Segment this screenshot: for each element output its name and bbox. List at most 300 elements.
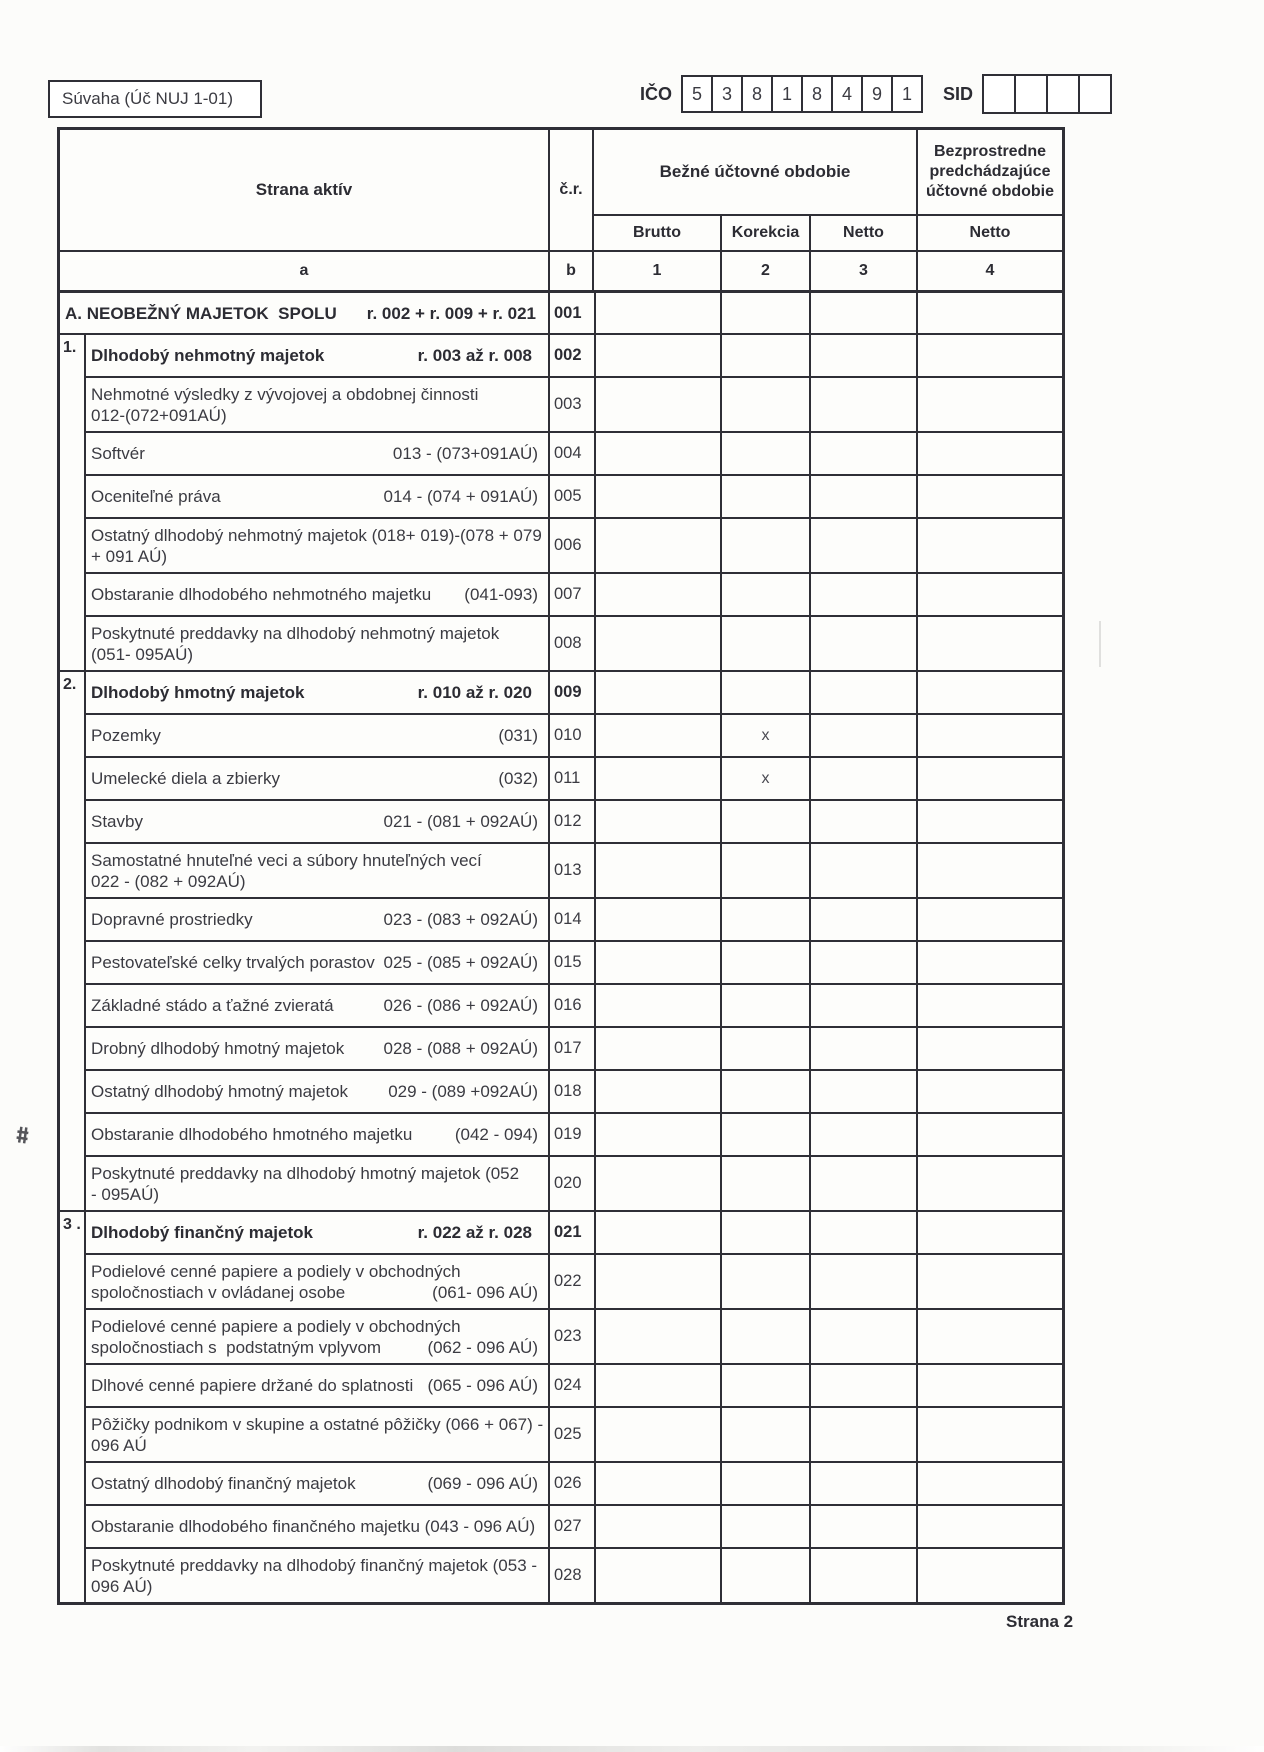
row-label-text: Umelecké diela a zbierky: [91, 769, 280, 788]
sid-cell: [1046, 74, 1080, 114]
row-label-line: [91, 1261, 548, 1282]
row-label-line: [91, 909, 548, 930]
cell-brutto: [594, 899, 720, 940]
cell-korekcia: [720, 672, 809, 713]
ico-label: IČO: [640, 83, 673, 104]
row-label-text: Nehmotné výsledky z vývojovej a obdobnej činnosti: [91, 384, 479, 404]
row-label-line: [91, 1435, 548, 1456]
cell-netto-previous: [916, 1365, 1062, 1406]
table-row-020: [86, 1155, 1062, 1210]
cell-korekcia: [720, 942, 809, 983]
cell-korekcia: [720, 1255, 809, 1308]
row-account-formula: r. 002 + r. 009 + r. 021: [366, 303, 536, 323]
group-block-3: [60, 1210, 1062, 1602]
row-account-formula: 021 - (081 + 092AÚ): [383, 812, 538, 831]
row-number-cell: 009: [548, 672, 594, 713]
cell-netto: [809, 899, 916, 940]
row-label: [86, 433, 548, 474]
sid-cell: [1014, 74, 1048, 114]
group-prefix: 1.: [60, 335, 86, 670]
index-2: 2: [720, 250, 809, 290]
row-label-text: Podielové cenné papiere a podiely v obchodných: [91, 1316, 461, 1336]
cell-netto: [809, 1212, 916, 1253]
row-number-cell: 011: [548, 758, 594, 799]
row-account-formula: (062 - 096 AÚ): [427, 1337, 538, 1357]
form-title-box: [48, 80, 262, 118]
cell-korekcia: [720, 617, 809, 670]
row-number-cell: 002: [548, 335, 594, 376]
row-label: [86, 1255, 548, 1308]
cell-netto: [809, 1549, 916, 1602]
table-row-024: [86, 1363, 1062, 1406]
row-label-text: Ostatný dlhodobý finančný majetok: [91, 1474, 356, 1493]
cell-korekcia: [720, 1463, 809, 1504]
row-number-cell: 020: [548, 1157, 594, 1210]
row-label-line: [91, 725, 548, 746]
table-row-009: [86, 672, 1062, 713]
row-label-text: Dlhodobý finančný majetok: [91, 1223, 313, 1242]
cell-brutto: [594, 1028, 720, 1069]
cell-brutto: [594, 519, 720, 572]
group-rows: [86, 1212, 1062, 1602]
cell-netto-previous: [916, 758, 1062, 799]
cell-netto: [809, 758, 916, 799]
cell-netto: [809, 1365, 916, 1406]
row-label: [86, 801, 548, 842]
row-label: [86, 476, 548, 517]
row-account-formula: (065 - 096 AÚ): [427, 1376, 538, 1395]
cell-korekcia: [720, 1310, 809, 1363]
cell-korekcia: [720, 574, 809, 615]
cell-netto: [809, 1071, 916, 1112]
cell-korekcia: [720, 433, 809, 474]
sid-boxes: [982, 74, 1112, 114]
row-label-text: Dlhodobý hmotný majetok: [91, 683, 305, 702]
row-number-cell: 018: [548, 1071, 594, 1112]
row-account-formula: r. 003 až r. 008: [417, 346, 532, 365]
row-account-formula: r. 022 až r. 028: [417, 1223, 532, 1242]
row-label-text: Dlhové cenné papiere držané do splatnosti: [91, 1376, 414, 1395]
row-number-cell: 006: [548, 519, 594, 572]
cell-netto-previous: [916, 519, 1062, 572]
row-number-cell: 024: [548, 1365, 594, 1406]
row-label-line: [91, 644, 548, 665]
table-header: [60, 130, 1062, 290]
cell-netto-previous: [916, 1310, 1062, 1363]
cell-netto: [809, 1506, 916, 1547]
row-label-text: 022 - (082 + 092AÚ): [91, 871, 246, 891]
scan-bottom-edge: [0, 1746, 1264, 1752]
ico-digit-cell: 8: [741, 75, 773, 113]
header-netto: Netto: [809, 214, 916, 250]
row-label-text: - 095AÚ): [91, 1184, 160, 1204]
row-number-cell: 003: [548, 378, 594, 431]
row-label-text: Drobný dlhodobý hmotný majetok: [91, 1039, 345, 1058]
row-label-text: + 091 AÚ): [91, 546, 168, 566]
row-label-text: Dlhodobý nehmotný majetok: [91, 346, 325, 365]
row-label-text: spoločnostiach v ovládanej osobe: [91, 1282, 346, 1302]
row-account-formula: (042 - 094): [454, 1125, 538, 1144]
group-rows: [86, 335, 1062, 670]
row-label-line: [91, 850, 548, 871]
cell-netto: [809, 519, 916, 572]
row-number-cell: 014: [548, 899, 594, 940]
row-number-cell: 022: [548, 1255, 594, 1308]
table-row-019: [86, 1112, 1062, 1155]
index-a: a: [60, 250, 548, 290]
header-current-period: Bežné účtovné obdobie: [659, 162, 851, 181]
row-label-line: [91, 1473, 548, 1494]
cell-netto-previous: [916, 1463, 1062, 1504]
cell-netto: [809, 801, 916, 842]
row-label-text: Samostatné hnuteľné veci a súbory hnuteľných vecí: [91, 850, 482, 870]
row-label-line: [91, 1516, 548, 1537]
header-previous-period: Bezprostredne predchádzajúce účtovné obdobie: [916, 130, 1062, 214]
row-label-text: Obstaranie dlhodobého nehmotného majetku: [91, 585, 432, 604]
table-row-004: [86, 431, 1062, 474]
row-account-formula: 028 - (088 + 092AÚ): [383, 1039, 538, 1058]
row-label-line: [91, 1375, 548, 1396]
row-label: [86, 1408, 548, 1461]
row-number-cell: 008: [548, 617, 594, 670]
row-label: [86, 1506, 548, 1547]
row-label-line: [91, 995, 548, 1016]
row-label-line: [91, 871, 548, 892]
cell-korekcia: [720, 844, 809, 897]
cell-netto-previous: [916, 1408, 1062, 1461]
row-account-formula: 013 - (073+091AÚ): [392, 444, 538, 463]
cell-brutto: [594, 758, 720, 799]
index-4: 4: [916, 250, 1062, 290]
cell-brutto: [594, 1549, 720, 1602]
row-number-cell: 004: [548, 433, 594, 474]
group-block-1: [60, 333, 1062, 670]
ico-digit-cell: 5: [681, 75, 713, 113]
row-label: [60, 293, 548, 333]
cell-netto: [809, 476, 916, 517]
cell-korekcia: [720, 1365, 809, 1406]
row-account-formula: 025 - (085 + 092AÚ): [383, 953, 538, 972]
ico-digit-cell: 9: [861, 75, 893, 113]
row-label: [86, 378, 548, 431]
cell-netto: [809, 715, 916, 756]
cell-brutto: [594, 617, 720, 670]
cell-netto-previous: [916, 985, 1062, 1026]
cell-netto-previous: [916, 1506, 1062, 1547]
cell-brutto: [594, 672, 720, 713]
row-label-line: [91, 546, 548, 567]
cell-korekcia: [720, 985, 809, 1026]
row-label-text: A. NEOBEŽNÝ MAJETOK SPOLU: [65, 303, 337, 323]
cell-netto: [809, 293, 916, 333]
cell-brutto: [594, 433, 720, 474]
row-account-formula: (032): [498, 769, 538, 788]
row-label-line: [91, 1414, 548, 1435]
cell-brutto: [594, 1506, 720, 1547]
cell-netto: [809, 1114, 916, 1155]
row-label-line: [65, 303, 548, 324]
cell-netto-previous: [916, 1157, 1062, 1210]
table-row-003: [86, 376, 1062, 431]
cell-netto-previous: [916, 293, 1062, 333]
row-label-line: [91, 768, 548, 789]
cell-korekcia: [720, 1549, 809, 1602]
table-row-023: [86, 1308, 1062, 1363]
cell-brutto: [594, 985, 720, 1026]
cell-netto: [809, 844, 916, 897]
cell-netto: [809, 335, 916, 376]
row-label: [86, 844, 548, 897]
sid-cell: [1078, 74, 1112, 114]
row-label-line: [91, 682, 548, 703]
row-label-text: Ostatný dlhodobý hmotný majetok: [91, 1082, 349, 1101]
row-number-cell: 017: [548, 1028, 594, 1069]
table-row-026: [86, 1461, 1062, 1504]
table-row-001: [60, 293, 1062, 333]
cell-netto: [809, 1255, 916, 1308]
cell-netto-previous: [916, 1028, 1062, 1069]
row-account-formula: (069 - 096 AÚ): [427, 1474, 538, 1493]
row-label-line: [91, 525, 548, 546]
table-row-013: [86, 842, 1062, 897]
cell-netto-previous: [916, 1212, 1062, 1253]
row-label-text: Základné stádo a ťažné zvieratá: [91, 996, 334, 1015]
cell-brutto: [594, 1255, 720, 1308]
ico-digit-cell: 1: [771, 75, 803, 113]
row-number-cell: 025: [548, 1408, 594, 1461]
row-label: [86, 574, 548, 615]
table-row-027: [86, 1504, 1062, 1547]
header-netto-previous: Netto: [916, 214, 1062, 250]
row-account-formula: r. 010 až r. 020: [417, 683, 532, 702]
row-label-text: Obstaranie dlhodobého finančného majetku (043 - 096 AÚ): [91, 1517, 536, 1536]
cell-brutto: [594, 715, 720, 756]
sid-label: SID: [943, 83, 974, 104]
table-row-011: [86, 756, 1062, 799]
cell-korekcia: [720, 519, 809, 572]
cell-korekcia: [720, 1071, 809, 1112]
index-3: 3: [809, 250, 916, 290]
row-label: [86, 1212, 548, 1253]
table-row-010: [86, 713, 1062, 756]
cell-korekcia: [720, 899, 809, 940]
row-label: [86, 1114, 548, 1155]
row-label: [86, 715, 548, 756]
index-b: b: [548, 250, 594, 290]
cell-brutto: [594, 942, 720, 983]
ico-sid-row: [640, 74, 1112, 114]
table-row-025: [86, 1406, 1062, 1461]
table-row-022: [86, 1253, 1062, 1308]
table-row-021: [86, 1212, 1062, 1253]
group-block-2: [60, 670, 1062, 1210]
cell-brutto: [594, 293, 720, 333]
table-row-018: [86, 1069, 1062, 1112]
cell-netto-previous: [916, 1549, 1062, 1602]
cell-netto-previous: [916, 844, 1062, 897]
row-label-line: [91, 405, 548, 426]
scan-streak: [1099, 621, 1101, 667]
row-label-text: Poskytnuté preddavky na dlhodobý finančný majetok (053 -: [91, 1555, 538, 1575]
cell-netto-previous: [916, 378, 1062, 431]
row-label-line: [91, 1163, 548, 1184]
cell-korekcia: [720, 801, 809, 842]
row-label-line: [91, 345, 548, 366]
cell-netto-previous: [916, 672, 1062, 713]
row-label-line: [91, 1038, 548, 1059]
row-label-line: [91, 1081, 548, 1102]
row-label-text: Ostatný dlhodobý nehmotný majetok (018+ 019)-(078 + 079: [91, 525, 542, 545]
cell-netto-previous: [916, 617, 1062, 670]
row-label: [86, 617, 548, 670]
cell-brutto: [594, 1071, 720, 1112]
row-label-line: [91, 811, 548, 832]
cell-netto-previous: [916, 899, 1062, 940]
row-number-cell: 012: [548, 801, 594, 842]
table-row-002: [86, 335, 1062, 376]
cell-netto-previous: [916, 335, 1062, 376]
cell-korekcia: x: [720, 758, 809, 799]
cell-korekcia: [720, 1212, 809, 1253]
cell-korekcia: [720, 378, 809, 431]
cell-korekcia: [720, 293, 809, 333]
cell-netto-previous: [916, 801, 1062, 842]
cell-netto-previous: [916, 433, 1062, 474]
ico-digit-cell: 4: [831, 75, 863, 113]
cell-netto-previous: [916, 476, 1062, 517]
row-label: [86, 1365, 548, 1406]
row-label-text: Pôžičky podnikom v skupine a ostatné pôžičky (066 + 067) -: [91, 1414, 544, 1434]
cell-brutto: [594, 1463, 720, 1504]
cell-korekcia: x: [720, 715, 809, 756]
cell-brutto: [594, 801, 720, 842]
row-label-text: 096 AÚ): [91, 1576, 153, 1596]
row-label-text: Obstaranie dlhodobého hmotného majetku: [91, 1125, 413, 1144]
row-number-cell: 016: [548, 985, 594, 1026]
cell-netto-previous: [916, 574, 1062, 615]
cell-brutto: [594, 1114, 720, 1155]
row-number-cell: 010: [548, 715, 594, 756]
row-account-formula: 014 - (074 + 091AÚ): [383, 487, 538, 506]
row-label: [86, 672, 548, 713]
row-label-text: 012-(072+091AÚ): [91, 405, 227, 425]
cell-netto: [809, 378, 916, 431]
cell-netto-previous: [916, 1114, 1062, 1155]
cell-brutto: [594, 378, 720, 431]
cell-netto: [809, 942, 916, 983]
row-label: [86, 335, 548, 376]
cell-korekcia: [720, 476, 809, 517]
header-row-number: č.r.: [548, 130, 594, 250]
cell-korekcia: [720, 1157, 809, 1210]
cell-brutto: [594, 1157, 720, 1210]
row-label-line: [91, 1316, 548, 1337]
row-label-line: [91, 384, 548, 405]
row-account-formula: (031): [498, 726, 538, 745]
page-number: Strana 2: [1006, 1612, 1074, 1631]
row-label-line: [91, 1124, 548, 1145]
cell-brutto: [594, 476, 720, 517]
row-number-cell: 026: [548, 1463, 594, 1504]
row-label: [86, 1071, 548, 1112]
row-label-line: [91, 952, 548, 973]
row-number-cell: 021: [548, 1212, 594, 1253]
cell-korekcia: [720, 1028, 809, 1069]
row-label: [86, 1463, 548, 1504]
ico-digit-boxes: [681, 75, 923, 113]
table-row-016: [86, 983, 1062, 1026]
row-number-cell: 028: [548, 1549, 594, 1602]
cell-korekcia: [720, 1114, 809, 1155]
cell-korekcia: [720, 335, 809, 376]
row-label-text: Softvér: [91, 444, 145, 463]
ico-digit-cell: 1: [891, 75, 923, 113]
row-label-line: [91, 486, 548, 507]
row-account-formula: (041-093): [464, 585, 538, 604]
cell-brutto: [594, 574, 720, 615]
row-label-line: [91, 1337, 548, 1358]
cell-netto: [809, 1028, 916, 1069]
row-label-line: [91, 1222, 548, 1243]
row-label: [86, 985, 548, 1026]
cell-brutto: [594, 335, 720, 376]
table-row-014: [86, 897, 1062, 940]
cell-netto-previous: [916, 715, 1062, 756]
cell-netto-previous: [916, 942, 1062, 983]
row-label: [86, 519, 548, 572]
row-label-text: 096 AÚ: [91, 1435, 147, 1455]
row-number-cell: 019: [548, 1114, 594, 1155]
row-number-cell: 027: [548, 1506, 594, 1547]
table-row-012: [86, 799, 1062, 842]
sid-cell: [982, 74, 1016, 114]
cell-netto: [809, 1463, 916, 1504]
cell-brutto: [594, 1310, 720, 1363]
ico-digit-cell: 8: [801, 75, 833, 113]
cell-netto: [809, 985, 916, 1026]
row-number-cell: 023: [548, 1310, 594, 1363]
row-label-line: [91, 584, 548, 605]
row-label-line: [91, 1576, 548, 1597]
table-row-008: [86, 615, 1062, 670]
row-label-line: [91, 443, 548, 464]
row-number-cell: 013: [548, 844, 594, 897]
row-label-text: Poskytnuté preddavky na dlhodobý hmotný majetok (052: [91, 1163, 520, 1183]
header-brutto: Brutto: [594, 214, 720, 250]
cell-netto: [809, 1310, 916, 1363]
row-label-line: [91, 1555, 548, 1576]
cell-netto: [809, 617, 916, 670]
form-title: Súvaha (Úč NUJ 1-01): [62, 89, 234, 108]
cell-netto-previous: [916, 1255, 1062, 1308]
table-row-015: [86, 940, 1062, 983]
table-row-006: [86, 517, 1062, 572]
row-label-text: Pestovateľské celky trvalých porastov: [91, 953, 375, 972]
row-label-text: Podielové cenné papiere a podiely v obchodných: [91, 1261, 461, 1281]
row-label-line: [91, 623, 548, 644]
row-label: [86, 1157, 548, 1210]
row-number-cell: 007: [548, 574, 594, 615]
ink-mark: [16, 1126, 29, 1143]
cell-brutto: [594, 1365, 720, 1406]
table-row-007: [86, 572, 1062, 615]
row-label: [86, 942, 548, 983]
row-label: [86, 1310, 548, 1363]
row-account-formula: (061- 096 AÚ): [432, 1282, 538, 1302]
row-label-line: [91, 1282, 548, 1303]
row-account-formula: 023 - (083 + 092AÚ): [383, 910, 538, 929]
row-label-text: Poskytnuté preddavky na dlhodobý nehmotný majetok: [91, 623, 500, 643]
